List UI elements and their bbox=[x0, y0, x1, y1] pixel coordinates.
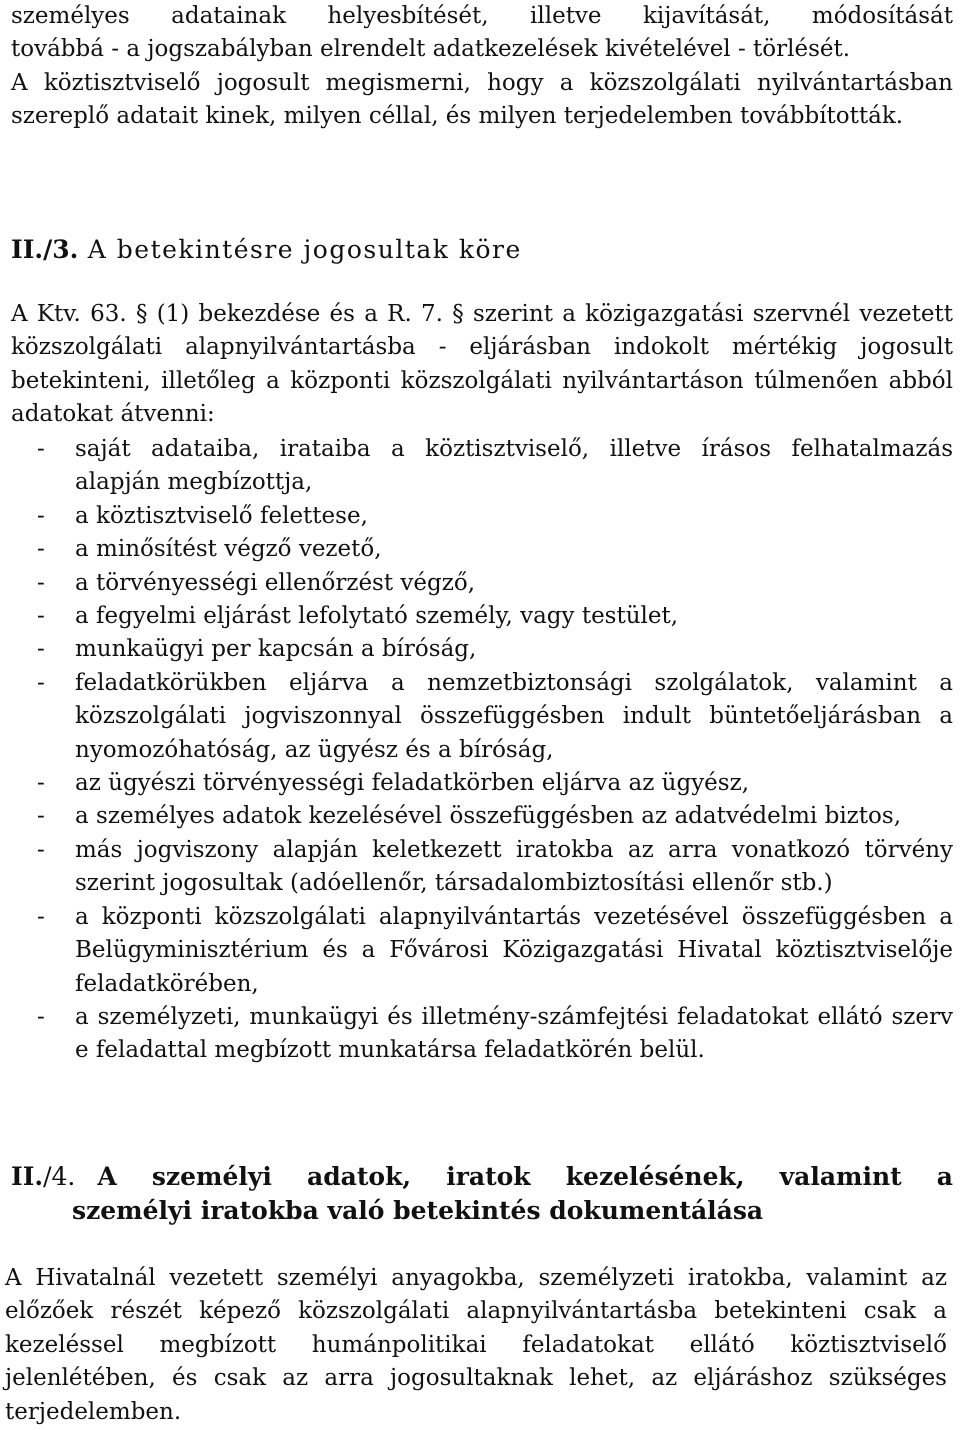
list-dash-marker: - bbox=[37, 770, 45, 797]
section-4-number-rest: /4. bbox=[43, 1162, 76, 1191]
list-item bbox=[11, 500, 953, 533]
list-item-text: a minősítést végző vezető, bbox=[75, 536, 382, 563]
section-3-title: A betekintésre jogosultak köre bbox=[87, 235, 522, 264]
list-item bbox=[11, 834, 953, 901]
section-4-paragraph: A Hivatalnál vezetett személyi anyagokba, személyzeti iratokba, valamint az előzőek részét képező közszolgálati alapnyilvántartásba betekinteni csak a kezeléssel megbízott humánpolitikai feladatokat ellátó köztisztviselő jelenlétében, és csak az arra jogosultaknak lehet, az eljáráshoz szükséges terjedelemben. bbox=[5, 1265, 947, 1425]
list-dash-marker: - bbox=[37, 669, 45, 696]
list-item bbox=[11, 533, 953, 566]
section-4-title-line-1: A személyi adatok, iratok kezelésének, valamint a bbox=[97, 1162, 953, 1191]
section-4-number-bold: II. bbox=[11, 1162, 44, 1191]
list-item-text: saját adataiba, irataiba a köztisztviselő, illetve írásos felhatalmazás alapján megbízottja, bbox=[75, 436, 953, 496]
list-item-text: a központi közszolgálati alapnyilvántartás vezetésével összefüggésben a Belügyminisztérium és a Fővárosi Közigazgatási Hivatal köztisztviselője feladatkörében, bbox=[75, 903, 953, 997]
section-4-heading-line-1 bbox=[11, 1160, 953, 1194]
list-dash-marker: - bbox=[37, 603, 45, 630]
intro-paragraph-2: A köztisztviselő jogosult megismerni, hogy a közszolgálati nyilvántartásban szereplő adatait kinek, milyen céllal, és milyen terjedelemben továbbították. bbox=[11, 69, 953, 130]
authorized-persons-list bbox=[11, 433, 953, 1068]
list-item bbox=[11, 800, 953, 833]
list-dash-marker: - bbox=[37, 836, 45, 863]
section-3-number: II./3. bbox=[11, 235, 79, 264]
section-3-heading bbox=[11, 233, 953, 266]
section-3-paragraph: A Ktv. 63. § (1) bekezdése és a R. 7. § szerint a közigazgatási szervnél vezetett közszolgálati alapnyilvántartásba - eljárásban indokolt mértékig jogosult betekinteni, illetőleg a központi közszolgálati nyilvántartáson túlmenően abból adatokat átvenni: bbox=[11, 301, 953, 428]
intro-paragraph-1 bbox=[11, 0, 953, 67]
list-dash-marker: - bbox=[37, 569, 45, 596]
list-item-text: feladatkörükben eljárva a nemzetbiztonsági szolgálatok, valamint a közszolgálati jogviszonnyal összefüggésben indult büntetőeljárásban a nyomozóhatóság, az ügyész és a bíróság, bbox=[75, 669, 953, 763]
intro-text bbox=[11, 0, 953, 134]
list-dash-marker: - bbox=[37, 803, 45, 830]
list-item bbox=[11, 600, 953, 633]
list-item bbox=[11, 901, 953, 1001]
intro-line-1: személyes adatainak helyesbítését, illetve kijavítását, módosítását bbox=[11, 3, 953, 29]
list-item-text: az ügyészi törvényességi feladatkörben eljárva az ügyész, bbox=[75, 770, 750, 797]
section-4-number bbox=[11, 1160, 75, 1194]
list-item-text: a személyzeti, munkaügyi és illetmény-számfejtési feladatokat ellátó szerv e feladattal megbízott munkatársa feladatkörén belül. bbox=[75, 1003, 953, 1064]
list-dash-marker: - bbox=[37, 903, 45, 930]
list-item bbox=[11, 767, 953, 800]
list-item bbox=[11, 567, 953, 600]
list-item-text: más jogviszony alapján keletkezett iratokba az arra vonatkozó törvény szerint jogosultak (adóellenőr, társadalombiztosítási ellenőr stb.) bbox=[75, 836, 953, 897]
list-item bbox=[11, 1001, 953, 1068]
list-item-text: munkaügyi per kapcsán a bíróság, bbox=[75, 636, 477, 663]
list-dash-marker: - bbox=[37, 636, 45, 663]
list-item-text: a törvényességi ellenőrzést végző, bbox=[75, 569, 476, 596]
list-dash-marker: - bbox=[37, 436, 45, 462]
list-item bbox=[11, 433, 953, 500]
list-item bbox=[11, 667, 953, 767]
list-item-text: a személyes adatok kezelésével összefüggésben az adatvédelmi biztos, bbox=[75, 803, 902, 830]
list-item-text: a köztisztviselő felettese, bbox=[75, 502, 368, 529]
section-4-title-line-2: személyi iratokba való betekintés dokumentálása bbox=[72, 1196, 764, 1225]
intro-line-2: továbbá - a jogszabályban elrendelt adatkezelések kivételével - törlését. bbox=[11, 36, 851, 63]
list-dash-marker: - bbox=[37, 536, 45, 563]
list-dash-marker: - bbox=[37, 1003, 45, 1030]
list-item bbox=[11, 633, 953, 666]
list-item-text: a fegyelmi eljárást lefolytató személy, vagy testület, bbox=[75, 603, 679, 630]
list-dash-marker: - bbox=[37, 502, 45, 529]
section-4-heading bbox=[11, 1160, 953, 1228]
